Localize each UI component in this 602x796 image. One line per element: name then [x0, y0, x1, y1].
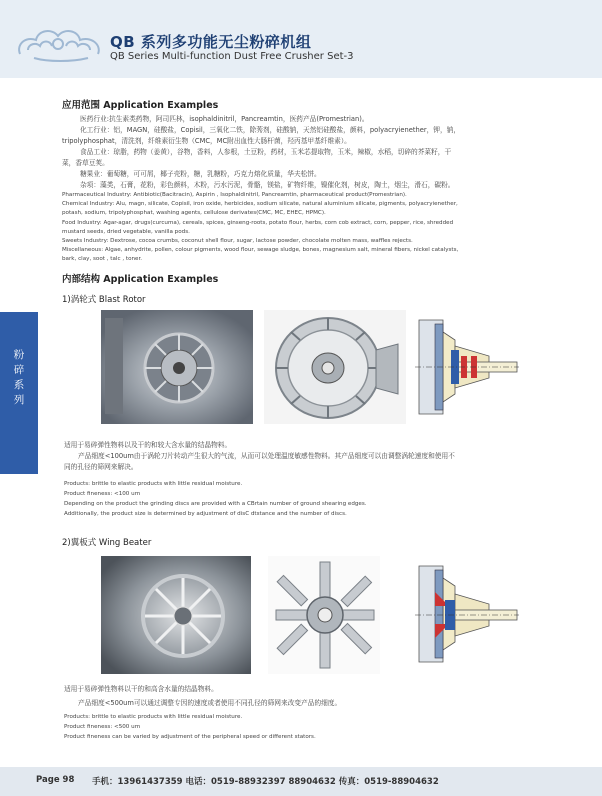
blast-rotor-section-diagram: [415, 310, 519, 424]
side-tab-label: [0, 348, 38, 408]
application-text-en: potash, sodium, tripolyphosphat, washing agents, cellulose derivates(CMC, MC, EHEC, HPMC).: [62, 210, 326, 217]
application-text-cn: 菜，香草豆荚。: [62, 159, 109, 167]
application-text-en: Miscellaneous: Algae, anhydrite, pollen, colour pigments, wood flour, sewage sludge, bones, magnesium salt, mineral fibers, nickel catalysts,: [62, 247, 459, 254]
header-band: [0, 0, 602, 78]
application-text-en: Chemical Industry: Alu, magn, silicate, Copisil, iron oxide, herbicides, sodium silicate, natural aluminium silicate, pigments, polyacryienether,: [62, 201, 458, 208]
applications-heading: 应用范围 Application Examples: [62, 100, 219, 111]
application-text-cn: 食品工业：琼脂，药物（姜黄），谷物，香料，人参根，土豆粉，药材，玉米芯提取物，玉米，辣椒，水稻，切碎的芥菜籽，干: [80, 148, 452, 156]
side-tab-char: 粉: [13, 349, 25, 361]
application-text-cn: 化工行业：铝，MAGN，硅酸盐，Copisil，三氧化二铁，除莠剂，硅酸钠，天然铝硅酸盐，颜料，polyacryienether，钾，钠，: [80, 126, 461, 134]
blast-rotor-machine-photo: [101, 310, 253, 424]
wing-beater-section-diagram: [415, 556, 519, 672]
application-text-cn: 医药行业:抗生素类药物，阿司匹林，isophaldinitril，Pancreamtin，医药产品(Promestrian)。: [80, 115, 369, 123]
application-text-cn: tripolyphosphat，清洗剂，纤维素衍生物（CMC，MC附出血性大肠杆菌，羟丙基甲基纤维素）。: [62, 137, 351, 145]
wing-beater-chamber-photo: [101, 556, 251, 674]
application-text-en: mustard seeds, dried vegetable, vanilla pods.: [62, 228, 190, 235]
wing-beater-desc-en: Product fineness can be varied by adjustment of the peripheral speed or different stators.: [64, 734, 316, 740]
blast-rotor-desc-en: Product fineness: <100 um: [64, 491, 141, 497]
category-side-tab: [0, 312, 38, 474]
application-text-cn: 杂项：藻类，石膏，花粉，彩色颜料，木粉，污水污泥，骨骼，镁盐，矿物纤维，镍催化剂，树皮，陶土，烟尘，滑石，碳粉。: [80, 181, 455, 189]
application-text-cn: 糖果业：葡萄糖，可可屑，椰子壳粉，糖，乳糖粉，巧克力熔化质量，华夫松饼。: [80, 170, 321, 178]
cloud-logo-icon: [14, 20, 106, 66]
application-text-en: Food Industry: Agar-agar, drugs(curcuma), cereals, spices, ginseng-roots, potato flour, herbs, corn cob extract, corn, pepper, rice, shredded: [62, 219, 454, 226]
structure-heading: 内部结构 Application Examples: [62, 274, 219, 285]
application-text-en: bark, clay, soot , talc , toner.: [62, 256, 143, 263]
wing-beater-desc-cn: 适用于易碎弹性物料以干的和高含水量的结晶物料。: [64, 685, 218, 693]
blast-rotor-desc-cn: 同的孔径的筛网来解决。: [64, 463, 138, 471]
wing-beater-rotor-photo: [268, 556, 380, 674]
side-tab-char: 列: [13, 394, 25, 406]
blast-rotor-desc-en: Depending on the product the grinding discs are provided with a CBrtain number of ground shearing edges.: [64, 501, 367, 507]
blast-rotor-title: 1)涡轮式 Blast Rotor: [62, 295, 146, 305]
wing-beater-desc-en: Product fineness: <500 um: [64, 724, 141, 730]
blast-rotor-desc-en: Products: brittle to elastic products with little residual moisture.: [64, 481, 243, 487]
blast-rotor-desc-cn: 适用于易碎弹性物料以及干的和较大含水量的结晶物料。: [64, 441, 232, 449]
page-number: Page 98: [36, 775, 75, 785]
contact-info: 手机：13961437359 电话：0519-88932397 88904632 传真：0519-88904632: [92, 777, 439, 787]
application-text-en: Pharmaceutical Industry: Antibiotic(Bacitracin), Aspirin , Isophaldinitril, Pancreamtin, pharmaceutical product(Promestrian).: [62, 192, 407, 198]
wing-beater-desc-en: Products: brittle to elastic products with little residual moisture.: [64, 714, 243, 720]
application-text-en: Sweets Industry: Dextrose, cocoa crumbs, coconut shell flour, sugar, lactose powder, chocolate molten mass, waffles rejects.: [62, 238, 413, 244]
blast-rotor-desc-en: Additionally, the product size is determined by adjustment of disC dtstance and the number of discs.: [64, 511, 347, 517]
footer-band: [0, 767, 602, 796]
page-title: QB 系列多功能无尘粉碎机组: [110, 33, 312, 51]
side-tab-char: 碎: [13, 364, 25, 376]
wing-beater-desc-cn: 产品细度<500um可以通过调整专因的速度或者使用不同孔径的筛网来改变产品的细度。: [78, 699, 342, 707]
blast-rotor-desc-cn: 产品细度<100um由于涡轮刀片转动产生很大的气流，从而可以处理温度敏感性物料。其产品细度可以由调整涡轮速度和使用不: [78, 452, 455, 460]
side-tab-char: 系: [13, 379, 25, 391]
page-subtitle: QB Series Multi-function Dust Free Crusher Set-3: [110, 51, 354, 62]
wing-beater-title: 2)翼板式 Wing Beater: [62, 538, 152, 548]
blast-rotor-wheel-photo: [264, 310, 406, 424]
